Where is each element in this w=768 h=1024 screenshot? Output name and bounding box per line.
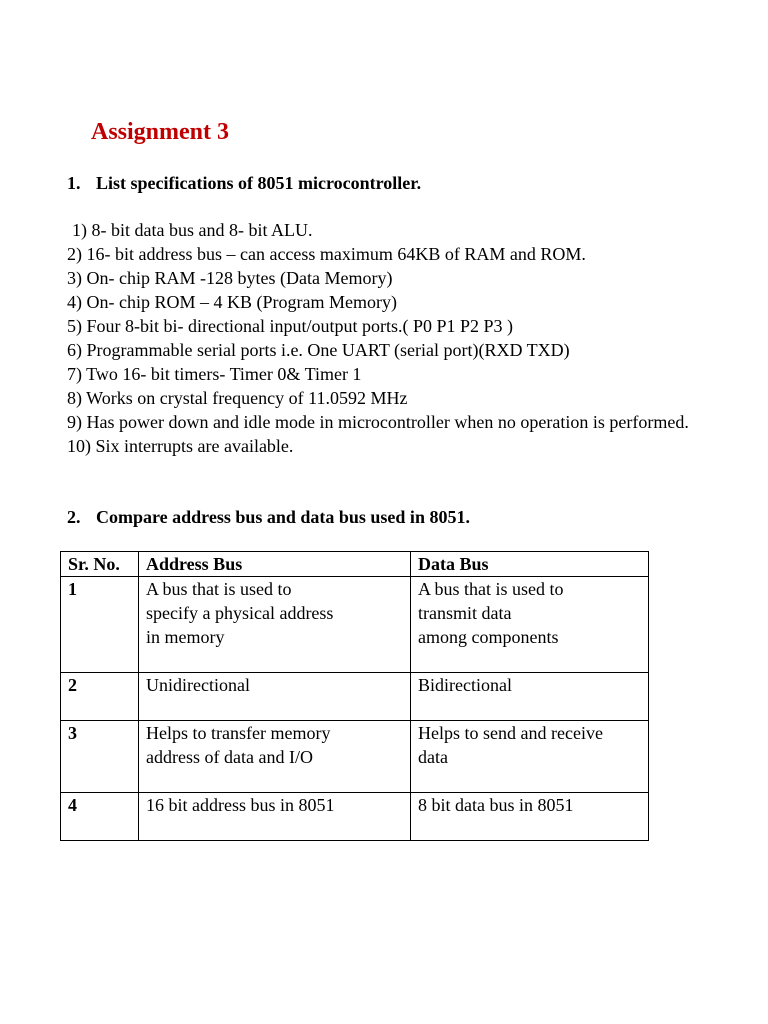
cell-sr-no: 2 — [61, 673, 139, 721]
spec-item: 8) Works on crystal frequency of 11.0592 MHz — [67, 388, 408, 408]
spec-item: 2) 16- bit address bus – can access maximum 64KB of RAM and ROM. — [67, 244, 586, 264]
cell-sr-no: 4 — [61, 793, 139, 841]
spec-item: 10) Six interrupts are available. — [67, 436, 294, 456]
question-2-heading — [67, 505, 470, 529]
cell-address-bus: Helps to transfer memory address of data and I/O — [139, 721, 411, 793]
question-1-heading — [67, 171, 421, 195]
table-row — [61, 721, 649, 793]
spec-item: 6) Programmable serial ports i.e. One UART (serial port)(RXD TXD) — [67, 340, 570, 360]
spec-item: 4) On- chip ROM – 4 KB (Program Memory) — [67, 292, 397, 312]
cell-sr-no: 1 — [61, 577, 139, 673]
comparison-table — [60, 551, 649, 841]
question-2-text: Compare address bus and data bus used in 8051. — [96, 507, 470, 527]
specifications-list — [67, 218, 707, 458]
cell-data-bus: Helps to send and receive data — [411, 721, 649, 793]
cell-data-bus: 8 bit data bus in 8051 — [411, 793, 649, 841]
question-1-text: List specifications of 8051 microcontroller. — [96, 173, 422, 193]
table-row — [61, 793, 649, 841]
table-row — [61, 577, 649, 673]
spec-item: 3) On- chip RAM -128 bytes (Data Memory) — [67, 268, 393, 288]
spec-item: 7) Two 16- bit timers- Timer 0& Timer 1 — [67, 364, 362, 384]
spec-item: 5) Four 8-bit bi- directional input/output ports.( P0 P1 P2 P3 ) — [67, 316, 513, 336]
header-data-bus: Data Bus — [411, 552, 649, 577]
cell-sr-no: 3 — [61, 721, 139, 793]
cell-address-bus: A bus that is used to specify a physical address in memory — [139, 577, 411, 673]
table-header-row — [61, 552, 649, 577]
cell-address-bus: 16 bit address bus in 8051 — [139, 793, 411, 841]
spec-item: 1) 8- bit data bus and 8- bit ALU. — [72, 220, 313, 240]
cell-address-bus: Unidirectional — [139, 673, 411, 721]
cell-data-bus: A bus that is used to transmit data among components — [411, 577, 649, 673]
spec-item: 9) Has power down and idle mode in microcontroller when no operation is performed. — [67, 412, 689, 432]
table-row — [61, 673, 649, 721]
question-1-number: 1. — [67, 173, 81, 193]
cell-data-bus: Bidirectional — [411, 673, 649, 721]
header-address-bus: Address Bus — [139, 552, 411, 577]
question-2-number: 2. — [67, 507, 81, 527]
header-sr-no: Sr. No. — [61, 552, 139, 577]
assignment-title: Assignment 3 — [91, 119, 230, 145]
